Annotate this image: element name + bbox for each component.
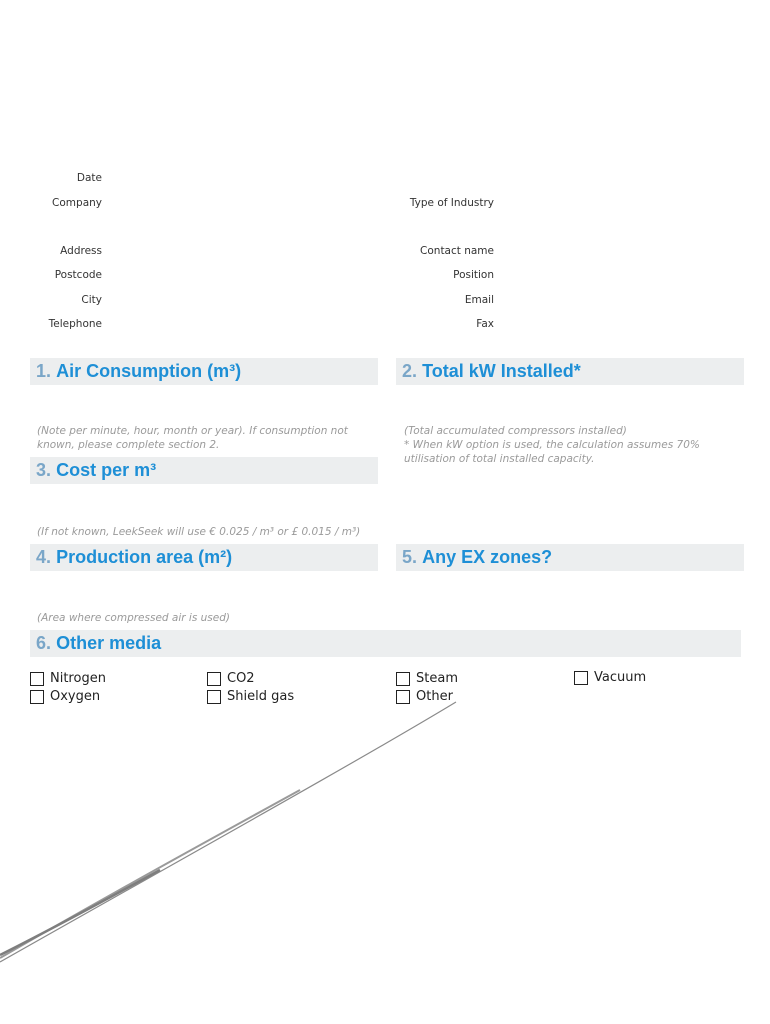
type-of-industry-label: Type of Industry [409,197,494,209]
fax-label: Fax [476,318,494,330]
checkbox-label: Vacuum [594,670,647,685]
section-title: Total kW Installed* [422,361,581,381]
section-number: 5. [402,547,418,567]
section-number: 4. [36,547,52,567]
checkbox-label: Shield gas [227,689,295,704]
air-consumption-note: (Note per minute, hour, month or year). If consumption not known, please complete section 2. [37,425,348,451]
postcode-label: Postcode [54,269,102,281]
total-kw-note-line2: * When kW option is used, the calculation assumes 70% utilisation of total installed capacity. [404,439,700,465]
checkbox-label: Oxygen [50,689,101,704]
section-title: Other media [56,633,162,653]
section-number: 6. [36,633,52,653]
checkbox-label: CO2 [227,671,255,686]
production-area-note: (Area where compressed air is used) [37,612,230,624]
section-title: Cost per m³ [56,460,157,480]
section-number: 1. [36,361,52,381]
position-label: Position [453,269,494,281]
section-title: Air Consumption (m³) [56,361,242,381]
telephone-label: Telephone [48,318,102,330]
address-label: Address [60,245,102,257]
date-label: Date [76,172,102,184]
section-title: Any EX zones? [422,547,553,567]
city-label: City [81,294,102,306]
section-number: 3. [36,460,52,480]
checkbox-label: Other [416,689,453,704]
cost-per-m3-note: (If not known, LeekSeek will use € 0.025 / m³ or £ 0.015 / m³) [37,526,361,538]
checkbox-label: Nitrogen [50,671,106,686]
checkbox-label: Steam [416,671,458,686]
section-number: 2. [402,361,418,381]
section-title: Production area (m²) [56,547,233,567]
contact-name-label: Contact name [420,245,494,257]
total-kw-note-line1: (Total accumulated compressors installed) [404,425,627,437]
company-label: Company [52,197,102,209]
email-label: Email [464,294,494,306]
